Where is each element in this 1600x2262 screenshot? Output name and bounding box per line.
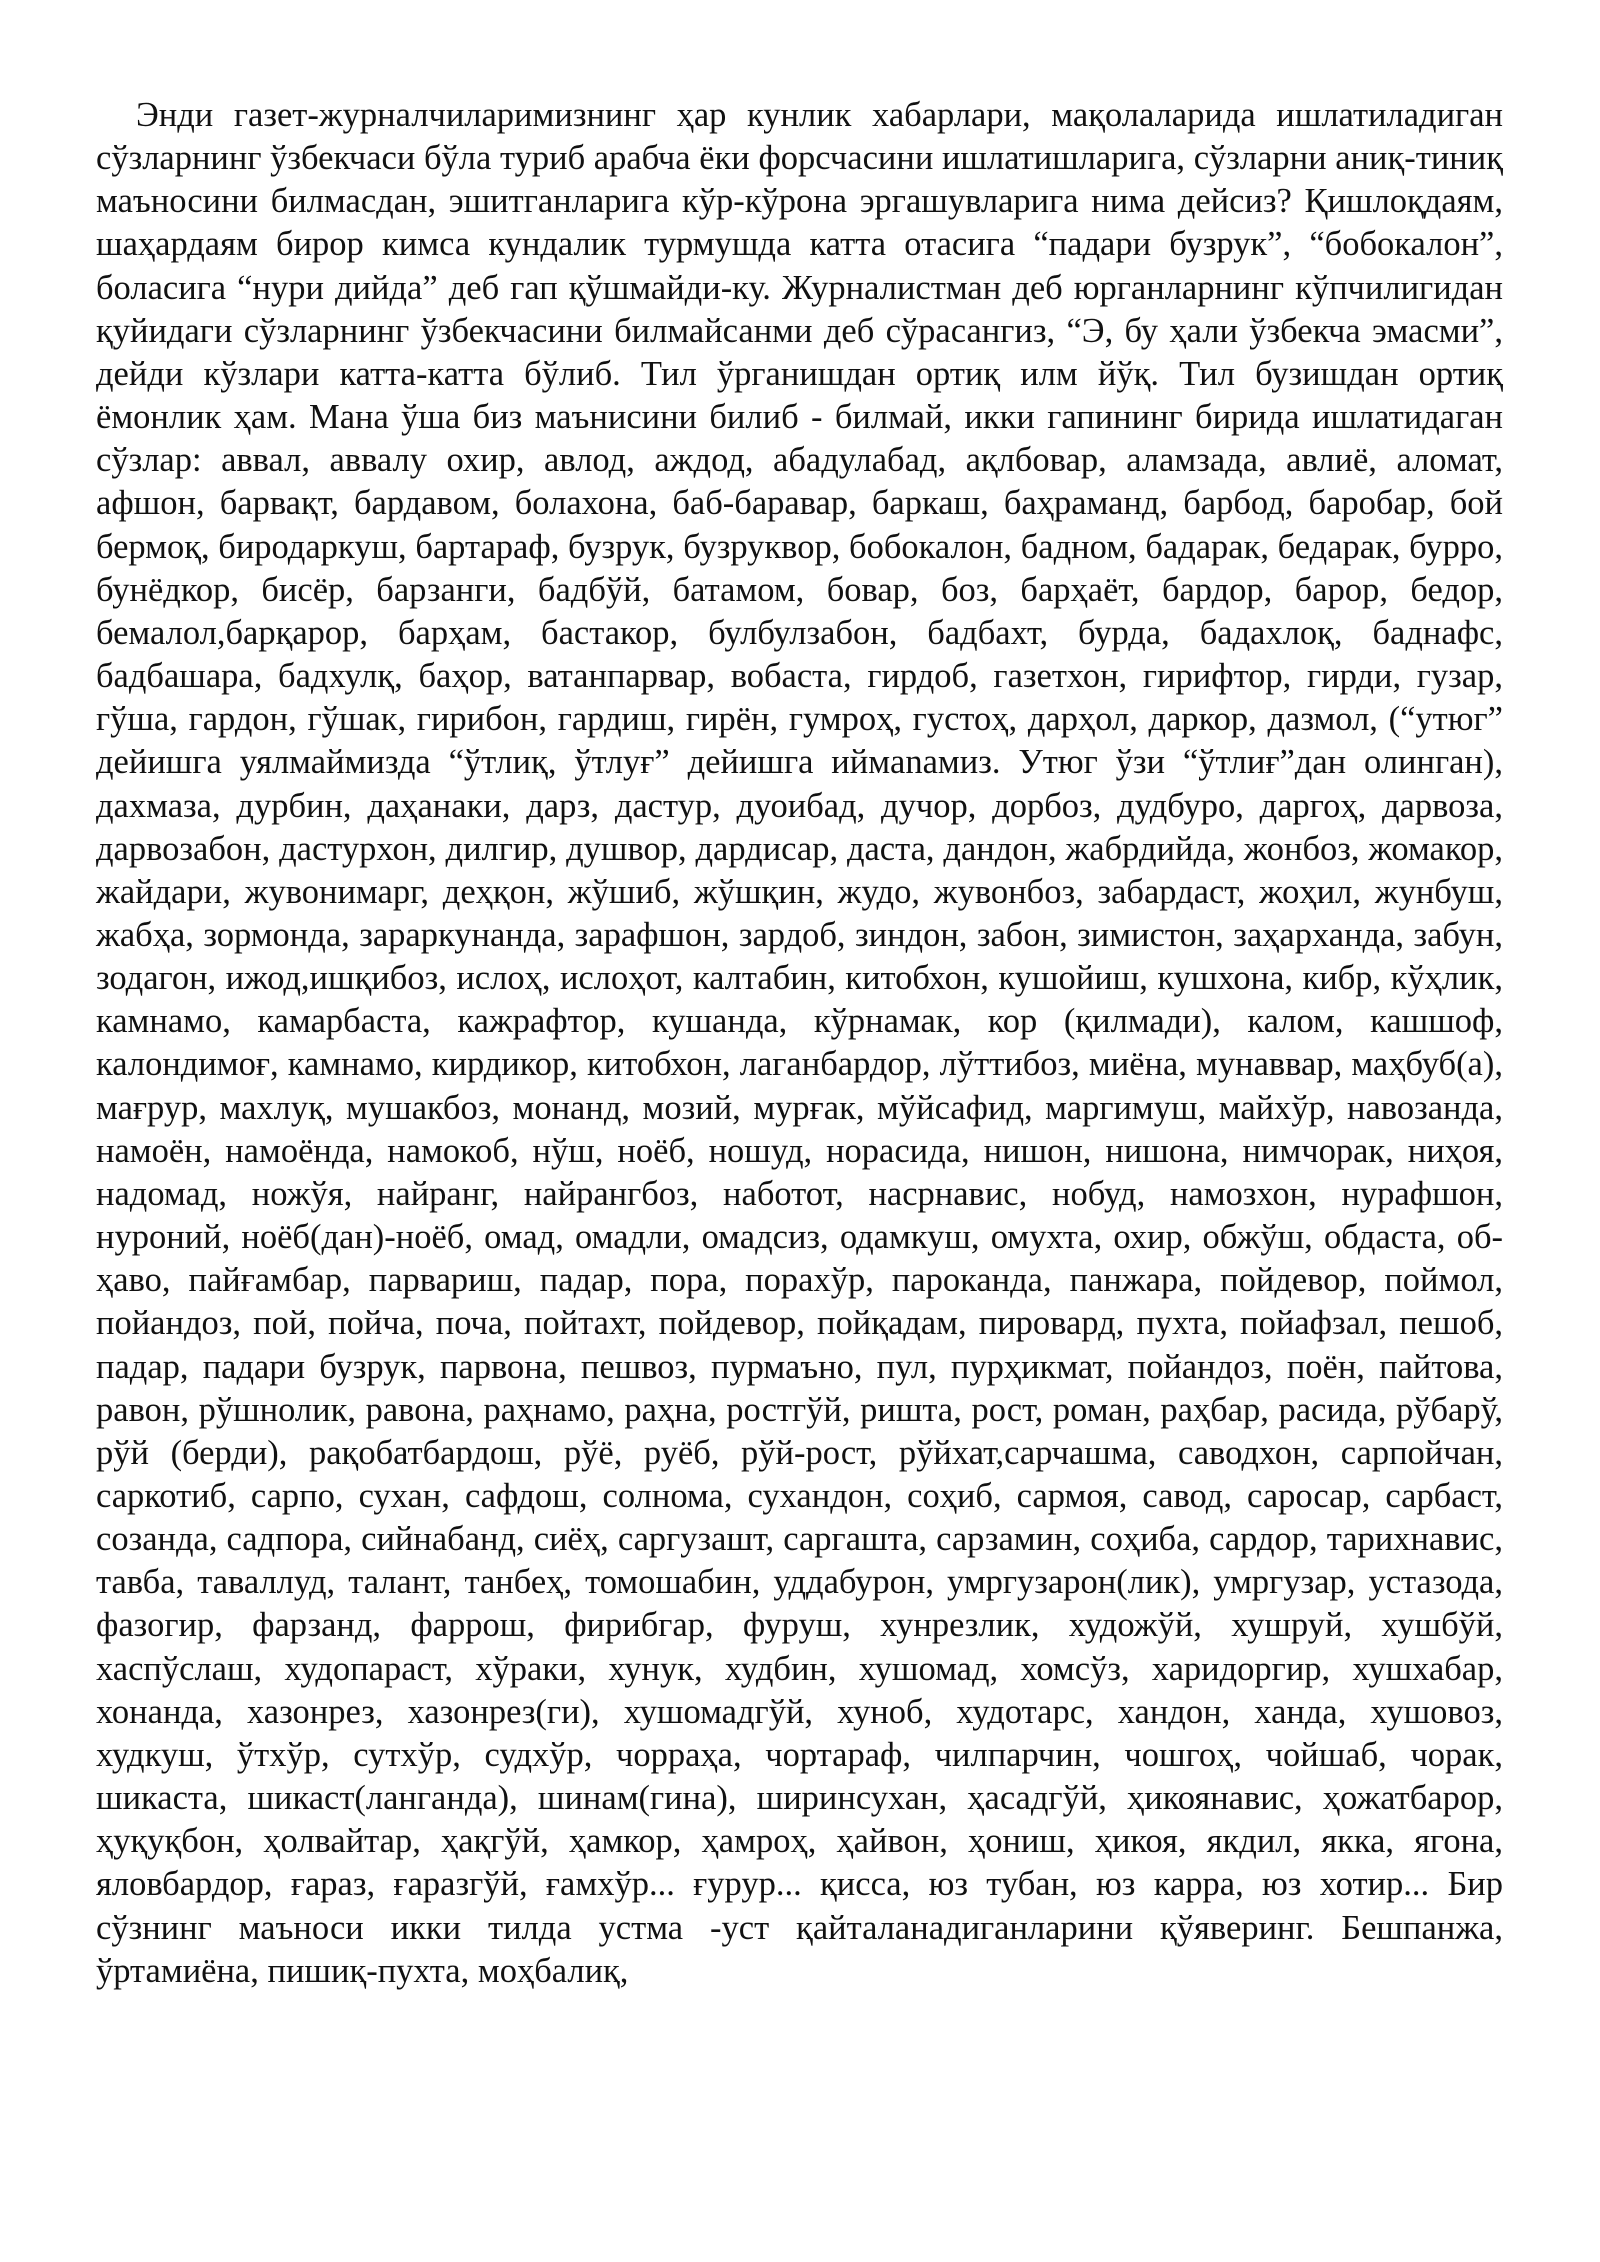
body-paragraph: Энди газет-журналчиларимизнинг ҳар кунлик хабарлари, мақолаларида ишлатиладиган сўзларнинг ўзбекчаси бўла туриб арабча ёки форсчасини ишлатишларига, сўзларни аниқ-тиниқ маъносини билмасдан, эшитганларига кўр-кўрона эргашувларига нима дейсиз? Қишлоқдаям, шаҳардаям бирор кимса кундалик турмушда катта отасига “падари бузрук”, “бобокалон”, боласига “нури дийда” деб гап қўшмайди-ку. Журналистман деб юрганларнинг кўпчилигидан қуйидаги сўзларнинг ўзбекчасини билмайсанми деб сўрасангиз, “Э, бу ҳали ўзбекча эмасми”, дейди кўзлари катта-катта бўлиб. Тил ўрганишдан ортиқ илм йўқ. Тил бузишдан ортиқ ёмонлик ҳам. Мана ўша биз маънисини билиб - билмай, икки гапининг бирида ишлатидаган сўзлар: аввал, аввалу охир, авлод, аждод, абадулабад, ақлбовар, аламзада, авлиё, аломат, афшон, барвақт, бардавом, болахона, баб-баравар, баркаш, баҳраманд, барбод, баробар, бой бермоқ, биродаркуш, бартараф, бузрук, бузруквор, бобокалон, бадном, бадарак, бедарак, бурро, бунёдкор, бисёр, барзанги, бадбўй, батамом, бовар, боз, барҳаёт, бардор, барор, бедор, бемалол,барқарор, барҳам, бастакор, булбулзабон, бадбахт, бурда, бадахлоқ, баднафс, бадбашара, бадхулқ, баҳор, ватанпарвар, вобаста, гирдоб, газетхон, гирифтор, гирди, гузар, гўша, гардон, гўшак, гирибон, гардиш, гирён, гумроҳ, густоҳ, дарҳол, даркор, дазмол, (“утюг” дейишга уялмаймизда “ўтлиқ, ўтлуғ” дейишга иймanaмиз. Утюг ўзи “ўтлиғ”дан олинган), дахмаза, дурбин, даҳанаки, дарз, дастур, дуоибад, дучор, дорбоз, дудбуро, даргоҳ, дарвоза, дарвозабон, дастурхон, дилгир, душвор, дардисар, даста, дандон, жабрдийда, жонбоз, жомакор, жайдари, жувонимарг, деҳқон, жўшиб, жўшқин, жудо, жувонбоз, забардаст, жоҳил, жунбуш, жабҳа, зормонда, зараркунанда, зарафшон, зардоб, зиндон, забон, зимистон, заҳарханда, забун, зодагон, ижод,ишқибоз, ислоҳ, ислоҳот, калтабин, китобхон, кушойиш, кушхона, кибр, кўҳлик, камнамо, камарбаста, кажрафтор, кушанда, кўрнамак, кор (қилмади), калом, кашшоф, калондимоғ, камнамо, кирдикор, китобхон, лаганбардор, лўттибоз, миёна, мунаввар, маҳбуб(а), мағрур, махлуқ, мушакбоз, монанд, мозий, мурғак, мўйсафид, маргимуш, майхўр, навозанда, намоён, намоёнда, намокоб, нўш, ноёб, ношуд, норасида, нишон, нишона, нимчорак, ниҳоя, надомад, ножўя, найранг, найрангбоз, наботот, насрнавис, нобуд, намозхон, нурафшон, нуроний, ноёб(дан)-ноёб, омад, омадли, омадсиз, одамкуш, омухта, охир, обжўш, обдаста, об-ҳаво, пайғамбар, парвариш, падар, пора, порахўр, пароканда, панжара, пойдевор, поймол, пойандоз, пой, пойча, поча, пойтахт, пойдевор, пойқадам, пировард, пухта, пойафзал, пешоб, падар, падари бузрук, парвона, пешвоз, пурмаъно, пул, пурҳикмат, пойандоз, поён, пайтова, равон, рўшнолик, равона, раҳнамо, раҳна, ростгўй, ришта, рост, роман, раҳбар, расида, рўбарў, рўй (берди), рақобатбардош, рўё, руёб, рўй-рост, рўйхат,сарчашма, саводхон, сарпойчан, саркотиб, сарпо, сухан, сафдош, солнома, сухандон, соҳиб, сармоя, савод, саросар, сарбаст, созанда, садпора, сийнабанд, сиёҳ, саргузашт, саргашта, сарзамин, соҳиба, сардор, тарихнавис, тавба, таваллуд, талант, танбеҳ, томошабин, уддабурон, умргузарон(лик), умргузар, устазода, фазогир, фарзанд, фаррош, фирибгар, фуруш, хунрезлик, художўй, хушруй, хушбўй, хаспўслаш, худопараст, хўраки, хунук, худбин, хушомад, хомсўз, харидоргир, хушхабар, хонанда, хазонрез, хазонрез(ги), хушомадгўй, хуноб, худотарс, хандон, ханда, хушовоз, худкуш, ўтхўр, сутхўр, судхўр, чорраҳа, чортараф, чилпарчин, чошгоҳ, чойшаб, чорак, шикаста, шикаст(ланганда), шинам(гина), ширинсухан, ҳасадгўй, ҳикоянавис, ҳожатбарор, ҳуқуқбон, ҳолвайтар, ҳақгўй, ҳамкор, ҳамроҳ, ҳайвон, ҳониш, ҳикоя, якдил, якка, ягона, яловбардор, ғараз, ғаразгўй, ғамхўр... ғурур... қисса, юз тубан, юз карра, юз хотир... Бир сўзнинг маъноси икки тилда устма -уст қайталанадиганларини қўяверинг. Бешпанжа, ўртамиёна, пишиқ-пухта, моҳбалиқ, [96, 96, 1503, 1990]
document-page [96, 94, 1503, 1993]
